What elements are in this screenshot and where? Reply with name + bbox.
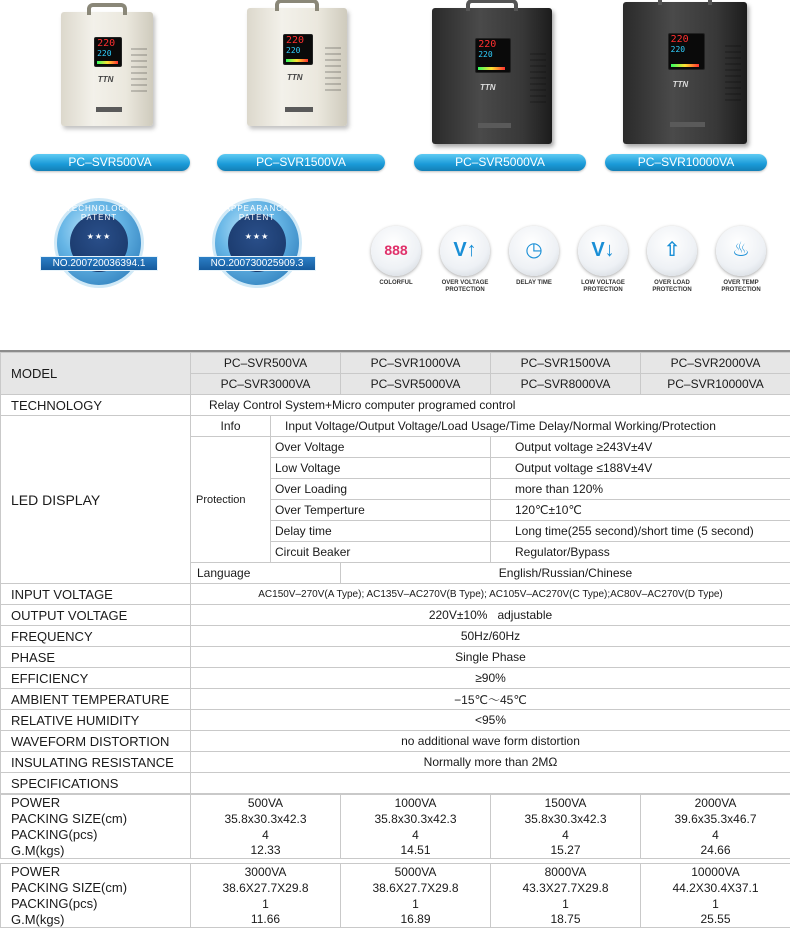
spec-row	[1, 795, 790, 811]
spec-cell: 5000VA	[341, 864, 491, 880]
protection-spacer	[251, 437, 271, 563]
spec-cell: 12.33	[191, 843, 341, 859]
spec-cell: 500VA	[191, 795, 341, 811]
spec-cell: 24.66	[641, 843, 790, 859]
spec-cell: 16.89	[341, 912, 491, 928]
brand-logo: TTN	[480, 82, 496, 92]
spec-cell: 10000VA	[641, 864, 790, 880]
spec-cell: 11.66	[191, 912, 341, 928]
spec-cell: 1500VA	[491, 795, 641, 811]
spec-cell: 1	[191, 896, 341, 912]
model-cell: PC–SVR2000VA	[641, 353, 790, 374]
level-bars	[286, 59, 308, 62]
row-value: −15℃～45℃	[191, 689, 790, 710]
product-label-pill: PC–SVR10000VA	[605, 154, 767, 171]
row-value: Normally more than 2MΩ	[191, 752, 790, 773]
model-cell: PC–SVR10000VA	[641, 374, 790, 395]
protection-value: Output voltage ≤188V±4V	[491, 458, 790, 479]
product-card-3	[410, 0, 590, 180]
spec-cell: 4	[341, 827, 491, 843]
spec-cell: 15.27	[491, 843, 641, 859]
label-plate	[285, 107, 313, 112]
screen-digits-2: 220	[670, 45, 686, 55]
row-value: AC150V–270V(A Type); AC135V–AC270V(B Type); AC105V–AC270V(C Type);AC80V–AC270V(D Type)	[191, 584, 790, 605]
product-label-pill: PC–SVR5000VA	[414, 154, 586, 171]
language-value: English/Russian/Chinese	[341, 563, 790, 584]
general-row	[1, 605, 790, 626]
feature-caption: OVER TEMP PROTECTION	[721, 280, 761, 293]
general-row	[1, 731, 790, 752]
star-icon: ★★★	[86, 232, 112, 241]
spec-cell: 38.6X27.7X29.8	[191, 880, 341, 896]
general-row	[1, 689, 790, 710]
row-label: EFFICIENCY	[1, 668, 191, 689]
protection-value: Regulator/Bypass	[491, 542, 790, 563]
technology-row	[1, 395, 790, 416]
patent-number: NO.200720036394.1	[40, 256, 158, 271]
model-cell: PC–SVR5000VA	[341, 374, 491, 395]
model-cell: PC–SVR1500VA	[491, 353, 641, 374]
row-label: INPUT VOLTAGE	[1, 584, 191, 605]
feature-caption: DELAY TIME	[516, 280, 552, 286]
spec-cell: 8000VA	[491, 864, 641, 880]
general-row	[1, 752, 790, 773]
star-icon: ★★★	[244, 232, 270, 241]
level-bars	[671, 64, 699, 67]
row-label: WAVEFORM DISTORTION	[1, 731, 191, 752]
product-image	[623, 2, 747, 144]
handle	[87, 3, 127, 15]
patent-number: NO.200730025909.3	[198, 256, 316, 271]
vents	[325, 43, 341, 90]
spec-cell: 39.6x35.3x46.7	[641, 811, 790, 827]
feature-delay-time	[501, 226, 567, 296]
protection-name: Over Voltage	[271, 437, 491, 458]
product-label-pill: PC–SVR500VA	[30, 154, 190, 171]
spec-cell: 25.55	[641, 912, 790, 928]
spec-row	[1, 912, 790, 928]
level-bars	[97, 61, 117, 64]
row-label: INSULATING RESISTANCE	[1, 752, 191, 773]
feature-over-load	[639, 226, 705, 296]
product-card-2	[205, 0, 385, 180]
empty-cell	[191, 773, 790, 794]
model-cell: PC–SVR1000VA	[341, 353, 491, 374]
spec-cell: 35.8x30.3x42.3	[191, 811, 341, 827]
spec-label: G.M(kgs)	[1, 843, 191, 859]
specifications-label: SPECIFICATIONS	[1, 773, 191, 794]
product-image	[61, 12, 153, 126]
technology-patent-badge	[40, 198, 158, 294]
feature-over-temp	[708, 226, 774, 296]
product-row	[0, 0, 790, 180]
product-image	[247, 8, 347, 126]
screen-digits-2: 220	[286, 45, 301, 55]
over-voltage-icon: V↑	[453, 239, 477, 261]
row-label: OUTPUT VOLTAGE	[1, 605, 191, 626]
spec-cell: 4	[491, 827, 641, 843]
spec-cell: 4	[641, 827, 790, 843]
protection-name: Circuit Beaker	[271, 542, 491, 563]
screen-digits-2: 220	[97, 49, 112, 59]
row-value: 50Hz/60Hz	[191, 626, 790, 647]
led-screen	[94, 37, 122, 67]
spec-cell: 14.51	[341, 843, 491, 859]
general-row	[1, 668, 790, 689]
spec-label: PACKING SIZE(cm)	[1, 811, 191, 827]
spec-cell: 2000VA	[641, 795, 790, 811]
badge-arc-text: TECHNOLOGY PATENT	[65, 204, 132, 222]
feature-colorful	[363, 226, 429, 296]
spec-cell: 44.2X30.4X37.1	[641, 880, 790, 896]
general-row	[1, 647, 790, 668]
spec-cell: 1000VA	[341, 795, 491, 811]
row-label: PHASE	[1, 647, 191, 668]
model-cell: PC–SVR3000VA	[191, 374, 341, 395]
model-label: MODEL	[1, 353, 191, 395]
spec-label: POWER	[1, 795, 191, 811]
brand-logo: TTN	[97, 74, 114, 84]
row-label: RELATIVE HUMIDITY	[1, 710, 191, 731]
led-display-label: LED DISPLAY	[1, 416, 191, 584]
row-value: Single Phase	[191, 647, 790, 668]
spec-cell: 38.6X27.7X29.8	[341, 880, 491, 896]
language-label: Language	[191, 563, 341, 584]
spec-label: POWER	[1, 864, 191, 880]
feature-caption: LOW VOLTAGE PROTECTION	[581, 280, 625, 293]
protection-value: Long time(255 second)/short time (5 second)	[491, 521, 790, 542]
specifications-heading-row	[1, 773, 790, 794]
screen-digits-2: 220	[478, 49, 493, 59]
spec-cell: 4	[191, 827, 341, 843]
protection-label: Protection	[191, 437, 251, 563]
protection-name: Over Loading	[271, 479, 491, 500]
product-card-1	[15, 0, 195, 180]
spec-row	[1, 843, 790, 859]
over-temp-icon: ♨	[732, 239, 750, 261]
spec-row	[1, 811, 790, 827]
general-row	[1, 584, 790, 605]
row-value: ≥90%	[191, 668, 790, 689]
colorful-display-icon: 888	[384, 242, 408, 258]
screen-digits: 220	[286, 34, 305, 46]
feature-over-voltage	[432, 226, 498, 296]
protection-value: 120℃±10℃	[491, 500, 790, 521]
spec-cell: 43.3X27.7X29.8	[491, 880, 641, 896]
vents	[530, 49, 546, 103]
label-plate	[96, 107, 122, 112]
brand-logo: TTN	[287, 72, 303, 82]
label-plate	[670, 122, 705, 127]
spec-label: PACKING(pcs)	[1, 896, 191, 912]
row-label: AMBIENT TEMPERATURE	[1, 689, 191, 710]
handle	[658, 0, 713, 5]
spec-row	[1, 896, 790, 912]
protection-value: Output voltage ≥243V±4V	[491, 437, 790, 458]
led-screen	[283, 34, 313, 65]
feature-caption: OVER VOLTAGE PROTECTION	[441, 280, 489, 293]
low-voltage-icon: V↓	[591, 239, 615, 261]
spec-label: PACKING SIZE(cm)	[1, 880, 191, 896]
spec-label: PACKING(pcs)	[1, 827, 191, 843]
spec-row	[1, 880, 790, 896]
row-value: 220V±10% adjustable	[191, 605, 790, 626]
product-card-4	[605, 0, 785, 180]
row-label: TECHNOLOGY	[1, 395, 191, 416]
spec-label: G.M(kgs)	[1, 912, 191, 928]
led-screen	[668, 33, 705, 70]
screen-digits: 220	[478, 38, 497, 50]
spec-cell: 35.8x30.3x42.3	[491, 811, 641, 827]
screen-digits: 220	[97, 38, 116, 50]
handle	[466, 0, 519, 11]
brand-logo: TTN	[672, 80, 689, 90]
handle	[275, 0, 319, 11]
spec-cell: 1	[491, 896, 641, 912]
product-label-pill: PC–SVR1500VA	[217, 154, 385, 171]
led-screen	[475, 38, 511, 73]
spec-cell: 3000VA	[191, 864, 341, 880]
protection-name: Low Voltage	[271, 458, 491, 479]
spec-cell: 35.8x30.3x42.3	[341, 811, 491, 827]
level-bars	[478, 67, 505, 70]
label-plate	[478, 123, 512, 128]
model-row	[1, 353, 790, 374]
feature-low-voltage	[570, 226, 636, 296]
model-cell: PC–SVR500VA	[191, 353, 341, 374]
vents	[725, 45, 741, 102]
row-label: FREQUENCY	[1, 626, 191, 647]
led-info-row	[1, 416, 790, 437]
feature-caption: OVER LOAD PROTECTION	[652, 280, 692, 293]
general-row	[1, 710, 790, 731]
general-row	[1, 626, 790, 647]
delay-time-icon: ◷	[525, 239, 543, 261]
protection-name: Delay time	[271, 521, 491, 542]
feature-caption: COLORFUL	[379, 280, 413, 286]
spec-cell: 1	[641, 896, 790, 912]
spec-row	[1, 827, 790, 843]
vents	[131, 46, 147, 92]
info-value: Input Voltage/Output Voltage/Load Usage/Time Delay/Normal Working/Protection	[271, 416, 790, 437]
row-value: <95%	[191, 710, 790, 731]
row-value: Relay Control System+Micro computer programed control	[191, 395, 790, 416]
protection-name: Over Temperture	[271, 500, 491, 521]
protection-value: more than 120%	[491, 479, 790, 500]
row-value: no additional wave form distortion	[191, 731, 790, 752]
spec-row	[1, 864, 790, 880]
product-image	[432, 8, 552, 144]
spec-cell: 1	[341, 896, 491, 912]
badge-arc-text: APPEARANCE PATENT	[224, 204, 290, 222]
screen-digits: 220	[670, 34, 689, 46]
model-cell: PC–SVR8000VA	[491, 374, 641, 395]
appearance-patent-badge	[198, 198, 316, 294]
info-label: Info	[191, 416, 271, 437]
spec-table	[0, 352, 790, 928]
over-load-icon: ⇧	[663, 239, 681, 261]
spec-cell: 18.75	[491, 912, 641, 928]
